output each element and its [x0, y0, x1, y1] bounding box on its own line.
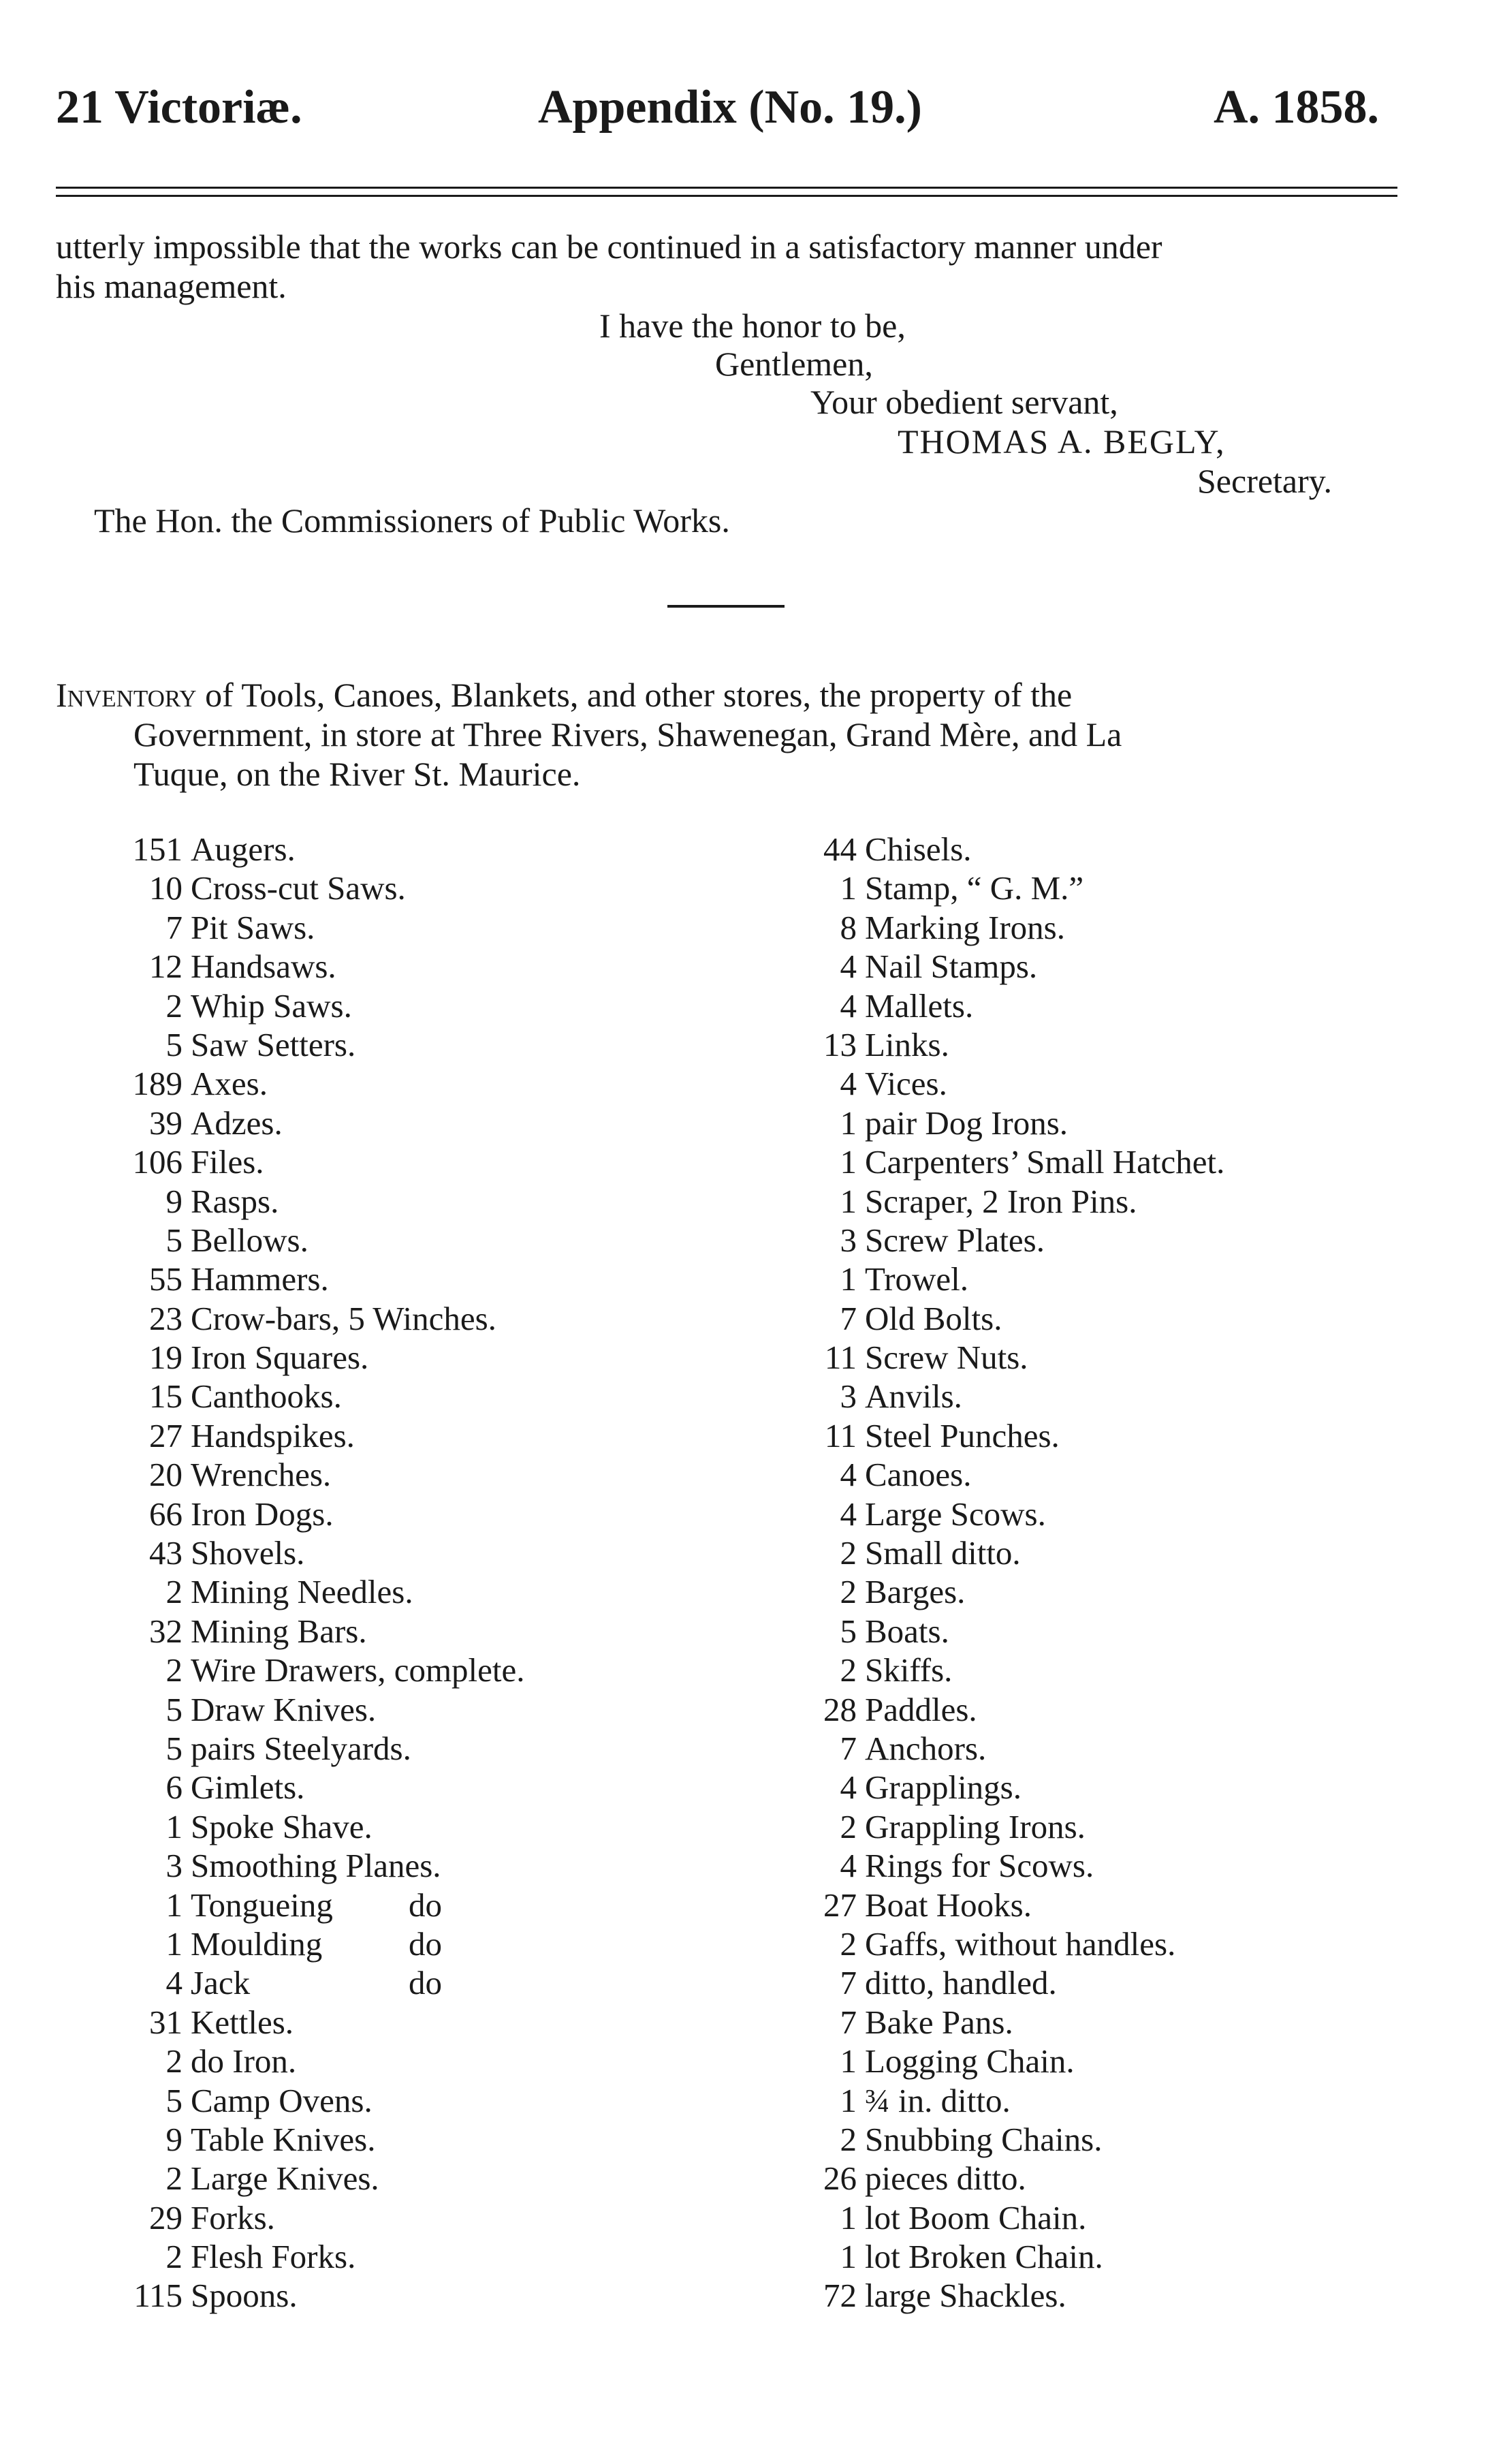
- inventory-item: [56, 1572, 525, 1611]
- inventory-item: [56, 2120, 525, 2159]
- inventory-item: [741, 1182, 1224, 1221]
- inventory-item: [741, 2198, 1224, 2237]
- inventory-item: [56, 1533, 525, 1572]
- item-name: Flesh Forks.: [191, 2238, 356, 2276]
- item-name: Chisels.: [865, 830, 972, 868]
- item-name: Table Knives.: [191, 2120, 376, 2158]
- item-quantity: 1: [840, 1143, 857, 1181]
- letter-signer: THOMAS A. BEGLY,: [898, 422, 1226, 461]
- item-name: lot Broken Chain.: [865, 2238, 1103, 2276]
- item-name: Canthooks.: [191, 1377, 342, 1416]
- letter-honor: I have the honor to be,: [599, 307, 906, 345]
- item-name: Boats.: [865, 1612, 949, 1650]
- item-quantity: 151: [132, 830, 183, 868]
- item-ditto: do: [409, 1964, 442, 2002]
- inventory-item: [741, 2042, 1224, 2080]
- item-quantity: 31: [149, 2003, 183, 2041]
- inventory-item: [741, 1455, 1224, 1494]
- item-quantity: 6: [165, 1768, 183, 1807]
- inventory-item: [56, 1025, 525, 1064]
- item-name: Handspikes.: [191, 1416, 355, 1454]
- item-name: Vices.: [865, 1065, 947, 1103]
- item-name: Iron Squares.: [191, 1339, 369, 1377]
- inventory-item: [741, 1064, 1224, 1103]
- inventory-item: [56, 1963, 525, 2002]
- item-quantity: 28: [823, 1690, 857, 1728]
- item-quantity: 2: [165, 1651, 183, 1689]
- item-name: Shovels.: [191, 1534, 305, 1572]
- item-quantity: 7: [840, 1964, 857, 2002]
- item-name: Whip Saws.: [191, 986, 352, 1025]
- inventory-item: [56, 1612, 525, 1651]
- inventory-item: [56, 1886, 525, 1924]
- item-name: Anvils.: [865, 1377, 962, 1416]
- item-name: Gimlets.: [191, 1768, 305, 1807]
- item-name: pieces ditto.: [865, 2159, 1026, 2198]
- item-quantity: 5: [165, 1025, 183, 1063]
- item-name: Mining Needles.: [191, 1573, 413, 1611]
- item-quantity: 1: [165, 1807, 183, 1845]
- item-quantity: 19: [149, 1339, 183, 1377]
- item-name: Bellows.: [191, 1221, 308, 1259]
- inventory-item: [741, 2237, 1224, 2276]
- header-rule-top: [56, 187, 1397, 189]
- inventory-line-1: [56, 676, 1072, 715]
- inventory-item: [741, 1104, 1224, 1142]
- inventory-item: [56, 2159, 525, 2198]
- inventory-lead: Inventory: [56, 676, 197, 714]
- item-quantity: 4: [840, 1847, 857, 1885]
- item-name: Adzes.: [191, 1104, 283, 1142]
- item-quantity: 1: [840, 2081, 857, 2119]
- inventory-item: [56, 869, 525, 907]
- item-name: Mining Bars.: [191, 1612, 367, 1650]
- item-quantity: 2: [840, 2120, 857, 2158]
- item-name: Gaffs, without handles.: [865, 1924, 1176, 1963]
- item-quantity: 1: [165, 1924, 183, 1963]
- item-quantity: 43: [149, 1534, 183, 1572]
- item-quantity: 3: [840, 1377, 857, 1416]
- item-name: Large Scows.: [865, 1495, 1046, 1533]
- inventory-item: [56, 1846, 525, 1885]
- item-name: Scraper, 2 Iron Pins.: [865, 1182, 1137, 1220]
- item-name: ¾ in. ditto.: [865, 2081, 1011, 2119]
- inventory-item: [56, 1182, 525, 1221]
- item-quantity: 1: [840, 869, 857, 907]
- item-name: Stamp, “ G. M.”: [865, 869, 1084, 907]
- item-quantity: 11: [824, 1339, 857, 1377]
- item-quantity: 15: [149, 1377, 183, 1416]
- item-name: Anchors.: [865, 1729, 987, 1767]
- item-name: Hammers.: [191, 1260, 329, 1298]
- inventory-item: [56, 986, 525, 1025]
- item-quantity: 2: [840, 1807, 857, 1845]
- item-name: Crow-bars, 5 Winches.: [191, 1299, 496, 1337]
- item-quantity: 2: [165, 986, 183, 1025]
- item-name: Handsaws.: [191, 948, 336, 986]
- inventory-item: [56, 2042, 525, 2080]
- item-name: pair Dog Irons.: [865, 1104, 1068, 1142]
- item-name: Augers.: [191, 830, 296, 868]
- inventory-item: [741, 1963, 1224, 2002]
- header-rule-bottom: [56, 195, 1397, 197]
- inventory-item: [56, 2198, 525, 2237]
- item-name: do Iron.: [191, 2042, 297, 2080]
- inventory-item: [56, 1455, 525, 1494]
- item-quantity: 2: [840, 1534, 857, 1572]
- item-quantity: 27: [149, 1416, 183, 1454]
- letter-servant: Your obedient servant,: [810, 383, 1118, 421]
- inventory-item: [741, 1260, 1224, 1298]
- inventory-column-left: [56, 830, 525, 2315]
- item-name: Marking Irons.: [865, 908, 1065, 946]
- item-name: Trowel.: [865, 1260, 969, 1298]
- inventory-item: [741, 1612, 1224, 1651]
- inventory-item: [741, 1299, 1224, 1338]
- item-quantity: 29: [149, 2198, 183, 2236]
- item-quantity: 7: [840, 2003, 857, 2041]
- letter-line-1: utterly impossible that the works can be continued in a satisfactory manner under: [56, 228, 1162, 266]
- section-divider: [667, 605, 785, 608]
- inventory-item: [741, 1025, 1224, 1064]
- item-ditto: do: [409, 1886, 442, 1924]
- inventory-item: [56, 830, 525, 869]
- inventory-item: [741, 1572, 1224, 1611]
- item-name: Screw Nuts.: [865, 1339, 1028, 1377]
- letter-salutation: Gentlemen,: [715, 345, 873, 383]
- inventory-item: [741, 908, 1224, 947]
- inventory-item: [741, 1886, 1224, 1924]
- inventory-item: [56, 1104, 525, 1142]
- item-quantity: 3: [840, 1221, 857, 1259]
- inventory-item: [56, 1768, 525, 1807]
- letter-title: Secretary.: [1197, 462, 1333, 500]
- item-quantity: 32: [149, 1612, 183, 1650]
- item-quantity: 7: [840, 1299, 857, 1337]
- item-quantity: 20: [149, 1456, 183, 1494]
- item-quantity: 72: [823, 2277, 857, 2315]
- inventory-line-1-text: of Tools, Canoes, Blankets, and other stores, the property of the: [196, 676, 1073, 714]
- inventory-item: [56, 1416, 525, 1455]
- inventory-item: [741, 1377, 1224, 1416]
- inventory-item: [741, 986, 1224, 1025]
- item-name: Saw Setters.: [191, 1025, 356, 1063]
- item-quantity: 2: [165, 2238, 183, 2276]
- item-name: Smoothing Planes.: [191, 1847, 441, 1885]
- item-name: Mallets.: [865, 986, 974, 1025]
- item-name: Draw Knives.: [191, 1690, 377, 1728]
- header-center: Appendix (No. 19.): [538, 81, 922, 134]
- inventory-item: [741, 2120, 1224, 2159]
- item-quantity: 1: [840, 1260, 857, 1298]
- item-quantity: 1: [840, 1104, 857, 1142]
- inventory-item: [56, 1338, 525, 1377]
- item-name: Jack: [191, 1964, 251, 2002]
- item-name: Cross-cut Saws.: [191, 869, 406, 907]
- inventory-item: [741, 1416, 1224, 1455]
- inventory-column-right: [741, 830, 1224, 2315]
- item-quantity: 9: [165, 1182, 183, 1220]
- inventory-item: [56, 1142, 525, 1181]
- inventory-item: [741, 1768, 1224, 1807]
- inventory-item: [56, 1729, 525, 1768]
- item-quantity: 26: [823, 2159, 857, 2198]
- item-name: ditto, handled.: [865, 1964, 1057, 2002]
- inventory-item: [741, 1807, 1224, 1846]
- inventory-item: [56, 1260, 525, 1298]
- item-name: Snubbing Chains.: [865, 2120, 1103, 2158]
- item-name: large Shackles.: [865, 2277, 1066, 2315]
- letter-line-2: his management.: [56, 267, 287, 305]
- inventory-item: [741, 2159, 1224, 2198]
- item-quantity: 4: [840, 1495, 857, 1533]
- item-name: Carpenters’ Small Hatchet.: [865, 1143, 1225, 1181]
- item-name: Grappling Irons.: [865, 1807, 1086, 1845]
- item-quantity: 115: [133, 2277, 183, 2315]
- item-quantity: 8: [840, 908, 857, 946]
- item-name: Logging Chain.: [865, 2042, 1075, 2080]
- inventory-item: [56, 1690, 525, 1729]
- item-name: Kettles.: [191, 2003, 294, 2041]
- item-quantity: 2: [840, 1573, 857, 1611]
- inventory-item: [741, 1846, 1224, 1885]
- item-quantity: 23: [149, 1299, 183, 1337]
- inventory-item: [741, 1338, 1224, 1377]
- item-quantity: 5: [165, 2081, 183, 2119]
- item-name: Camp Ovens.: [191, 2081, 373, 2119]
- item-quantity: 1: [840, 2198, 857, 2236]
- item-name: Small ditto.: [865, 1534, 1021, 1572]
- inventory-item: [741, 1142, 1224, 1181]
- item-quantity: 106: [132, 1143, 183, 1181]
- item-name: Wrenches.: [191, 1456, 332, 1494]
- item-name: lot Boom Chain.: [865, 2198, 1087, 2236]
- item-quantity: 5: [165, 1729, 183, 1767]
- item-name: Spoke Shave.: [191, 1807, 373, 1845]
- item-name: Rasps.: [191, 1182, 279, 1220]
- item-name: Forks.: [191, 2198, 275, 2236]
- item-quantity: 4: [840, 1065, 857, 1103]
- inventory-item: [56, 2003, 525, 2042]
- inventory-item: [741, 1729, 1224, 1768]
- item-name: Links.: [865, 1025, 949, 1063]
- item-quantity: 4: [840, 986, 857, 1025]
- inventory-item: [741, 947, 1224, 986]
- item-name: Paddles.: [865, 1690, 977, 1728]
- inventory-item: [56, 2237, 525, 2276]
- header-left: 21 Victoriæ.: [56, 81, 302, 134]
- inventory-item: [741, 1651, 1224, 1689]
- item-quantity: 5: [840, 1612, 857, 1650]
- item-name: Skiffs.: [865, 1651, 953, 1689]
- item-name: Boat Hooks.: [865, 1886, 1032, 1924]
- item-quantity: 3: [165, 1847, 183, 1885]
- item-quantity: 4: [840, 1768, 857, 1807]
- item-quantity: 189: [132, 1065, 183, 1103]
- item-quantity: 2: [840, 1924, 857, 1963]
- item-quantity: 9: [165, 2120, 183, 2158]
- item-name: Rings for Scows.: [865, 1847, 1094, 1885]
- inventory-line-3: Tuque, on the River St. Maurice.: [133, 755, 581, 793]
- item-quantity: 55: [149, 1260, 183, 1298]
- item-name: Old Bolts.: [865, 1299, 1002, 1337]
- item-quantity: 1: [165, 1886, 183, 1924]
- item-name: Spoons.: [191, 2277, 298, 2315]
- item-name: Files.: [191, 1143, 264, 1181]
- item-quantity: 13: [823, 1025, 857, 1063]
- item-quantity: 44: [823, 830, 857, 868]
- item-quantity: 66: [149, 1495, 183, 1533]
- inventory-item: [56, 1064, 525, 1103]
- item-quantity: 27: [823, 1886, 857, 1924]
- inventory-item: [56, 2276, 525, 2315]
- item-quantity: 5: [165, 1221, 183, 1259]
- item-ditto: do: [409, 1924, 442, 1963]
- inventory-item: [56, 1377, 525, 1416]
- inventory-item: [56, 1807, 525, 1846]
- item-quantity: 2: [165, 2159, 183, 2198]
- inventory-item: [741, 1924, 1224, 1963]
- inventory-item: [56, 1299, 525, 1338]
- item-name: Bake Pans.: [865, 2003, 1013, 2041]
- item-name: Canoes.: [865, 1456, 972, 1494]
- item-name: Grapplings.: [865, 1768, 1022, 1807]
- item-quantity: 4: [165, 1964, 183, 2002]
- item-quantity: 1: [840, 2238, 857, 2276]
- header-right: A. 1858.: [1214, 81, 1380, 134]
- inventory-item: [56, 1495, 525, 1533]
- item-quantity: 1: [840, 1182, 857, 1220]
- item-quantity: 7: [165, 908, 183, 946]
- item-quantity: 10: [149, 869, 183, 907]
- inventory-item: [741, 1495, 1224, 1533]
- inventory-item: [56, 1221, 525, 1260]
- inventory-item: [56, 1924, 525, 1963]
- item-name: Pit Saws.: [191, 908, 315, 946]
- item-quantity: 2: [165, 1573, 183, 1611]
- inventory-item: [56, 1651, 525, 1689]
- inventory-item: [741, 2276, 1224, 2315]
- item-name: Moulding: [191, 1924, 323, 1963]
- inventory-item: [56, 947, 525, 986]
- item-name: Nail Stamps.: [865, 948, 1038, 986]
- inventory-line-2: Government, in store at Three Rivers, Shawenegan, Grand Mère, and La: [133, 715, 1122, 753]
- item-quantity: 12: [149, 948, 183, 986]
- item-name: Screw Plates.: [865, 1221, 1045, 1259]
- item-quantity: 11: [824, 1416, 857, 1454]
- letter-addressee: The Hon. the Commissioners of Public Works.: [94, 501, 730, 540]
- item-quantity: 39: [149, 1104, 183, 1142]
- item-quantity: 7: [840, 1729, 857, 1767]
- inventory-item: [741, 1533, 1224, 1572]
- item-quantity: 4: [840, 948, 857, 986]
- item-quantity: 2: [165, 2042, 183, 2080]
- inventory-item: [741, 2003, 1224, 2042]
- inventory-item: [56, 908, 525, 947]
- item-name: Tongueing: [191, 1886, 333, 1924]
- item-name: Steel Punches.: [865, 1416, 1060, 1454]
- item-name: pairs Steelyards.: [191, 1729, 411, 1767]
- inventory-item: [741, 1221, 1224, 1260]
- item-name: Large Knives.: [191, 2159, 379, 2198]
- item-quantity: 2: [840, 1651, 857, 1689]
- inventory-item: [56, 2081, 525, 2120]
- item-quantity: 5: [165, 1690, 183, 1728]
- item-quantity: 1: [840, 2042, 857, 2080]
- inventory-item: [741, 2081, 1224, 2120]
- item-name: Barges.: [865, 1573, 966, 1611]
- inventory-item: [741, 830, 1224, 869]
- item-name: Wire Drawers, complete.: [191, 1651, 525, 1689]
- inventory-item: [741, 869, 1224, 907]
- item-quantity: 4: [840, 1456, 857, 1494]
- item-name: Iron Dogs.: [191, 1495, 334, 1533]
- item-name: Axes.: [191, 1065, 268, 1103]
- inventory-item: [741, 1690, 1224, 1729]
